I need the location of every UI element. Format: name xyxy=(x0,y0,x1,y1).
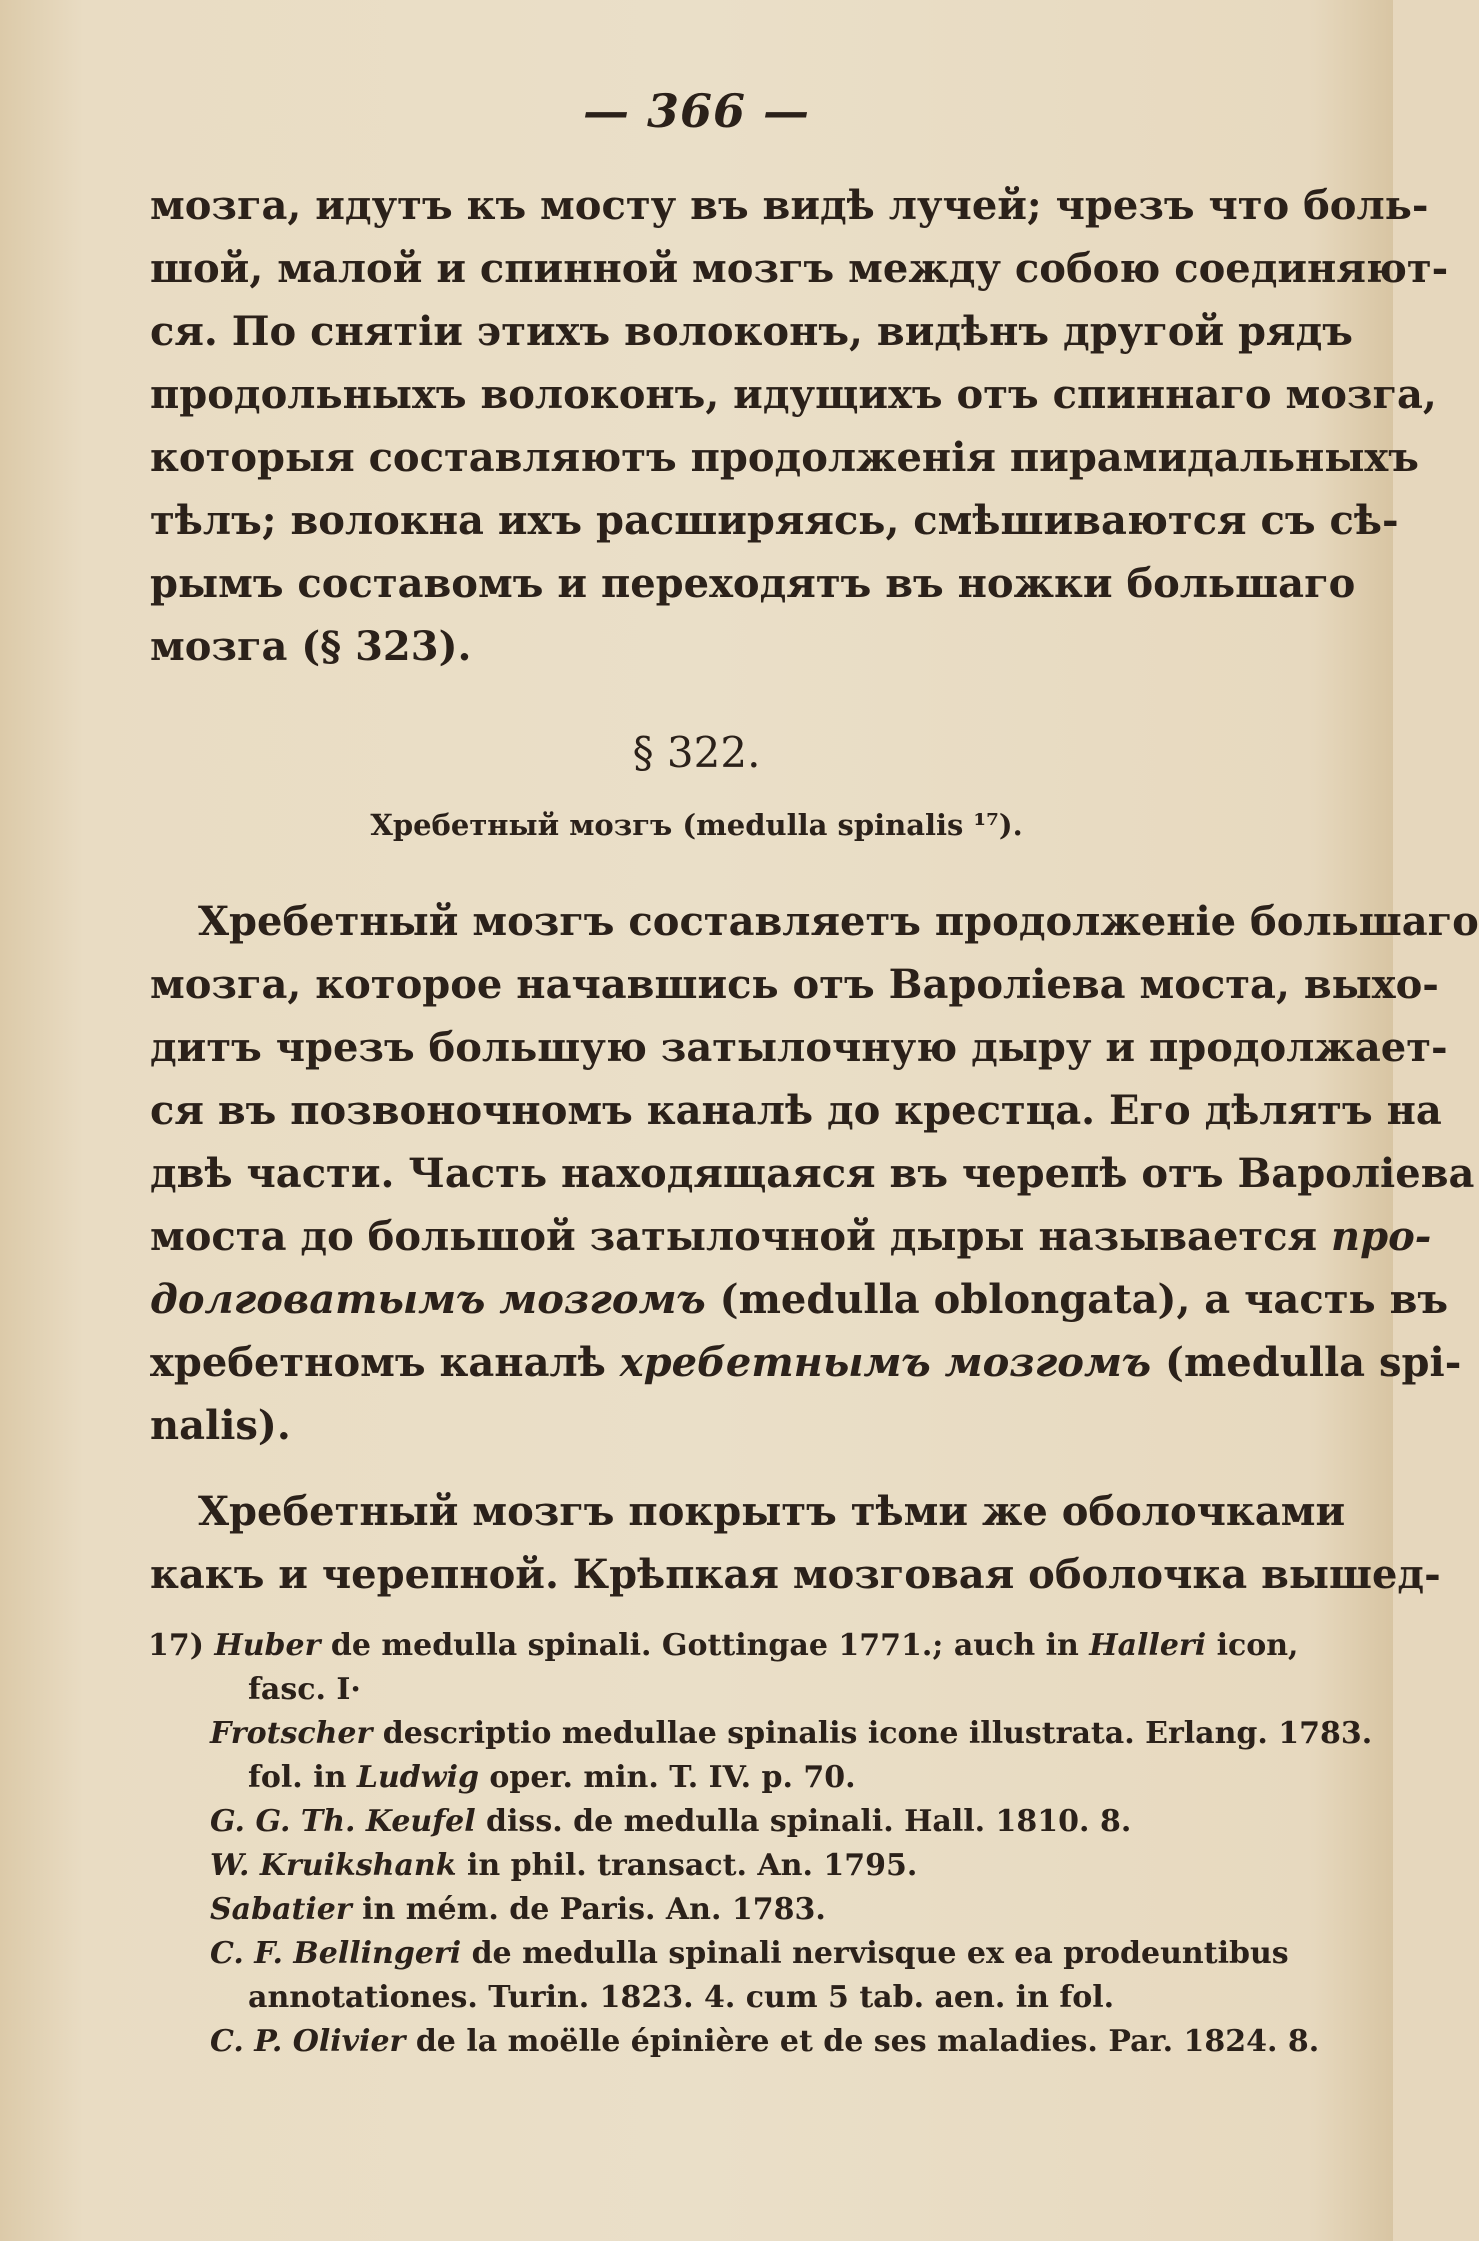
section-title: Хребетный мозгъ (medulla spinalis ¹⁷). xyxy=(370,808,1023,842)
paragraph-continued xyxy=(150,174,1449,678)
footnote-line: fasc. I· xyxy=(248,1672,361,1707)
text-line: продольныхъ волоконъ, идущихъ отъ спиннаго мозга, xyxy=(150,371,1437,418)
text-line: ся. По снятіи этихъ волоконъ, видѣнъ другой рядъ xyxy=(150,308,1353,355)
text-run: icon, xyxy=(1206,1628,1299,1663)
author-name: C. P. Olivier xyxy=(210,2024,406,2059)
text-run: oper. min. T. IV. p. 70. xyxy=(478,1760,856,1795)
text-run: descriptio medullae spinalis icone illustrata. Erlang. 1783. xyxy=(372,1716,1373,1751)
section-number: § 322. xyxy=(632,728,761,777)
text-line: Хребетный мозгъ покрытъ тѣми же оболочками xyxy=(198,1488,1346,1535)
author-name: Sabatier xyxy=(210,1892,352,1927)
paragraph-spinal-cord xyxy=(150,890,1479,1457)
footnote-number: 17) xyxy=(148,1628,215,1663)
footnote-line xyxy=(148,1624,1318,1668)
text-run: fol. in xyxy=(248,1760,357,1795)
italic-term: про- xyxy=(1331,1213,1432,1260)
text-line: мозга, идутъ къ мосту въ видѣ лучей; чрезъ что боль- xyxy=(150,182,1429,229)
text-line: мозга (§ 323). xyxy=(150,623,472,670)
text-line: какъ и черепной. Крѣпкая мозговая оболочка вышед- xyxy=(150,1551,1441,1598)
text-line: Хребетный мозгъ составляетъ продолженіе большаго xyxy=(198,898,1479,945)
text-line: мозга, которое начавшись отъ Вароліева моста, выхо- xyxy=(150,961,1439,1008)
paragraph-membranes xyxy=(150,1480,1441,1606)
author-name: Halleri xyxy=(1089,1628,1207,1663)
text-run: in mém. de Paris. An. 1783. xyxy=(351,1892,826,1927)
footnote-line xyxy=(148,1888,1318,1932)
text-line: рымъ составомъ и переходятъ въ ножки большаго xyxy=(150,560,1356,607)
text-run: de medulla spinali. Gottingae 1771.; auch in xyxy=(320,1628,1090,1663)
footnote-line xyxy=(148,1932,1318,1976)
text-run: de la moëlle épinière et de ses maladies. Par. 1824. 8. xyxy=(405,2024,1320,2059)
author-name: G. G. Th. Keufel xyxy=(210,1804,476,1839)
text-run: хребетномъ каналѣ xyxy=(150,1339,620,1386)
footnote-line: annotationes. Turin. 1823. 4. cum 5 tab. aen. in fol. xyxy=(248,1980,1115,2015)
footnote-line xyxy=(148,1712,1373,1756)
text-line xyxy=(150,1331,1462,1394)
page-number: — 366 — xyxy=(582,84,811,138)
text-line: двѣ части. Часть находящаяся въ черепѣ отъ Вароліева xyxy=(150,1150,1475,1197)
text-run: de medulla spinali nervisque ex ea prodeuntibus xyxy=(461,1936,1289,1971)
text-run: (medulla spi- xyxy=(1151,1339,1462,1386)
footnote-line xyxy=(148,1800,1318,1844)
italic-term: долговатымъ мозгомъ xyxy=(150,1276,706,1323)
text-run: in phil. transact. An. 1795. xyxy=(456,1848,918,1883)
text-run: моста до большой затылочной дыры называется xyxy=(150,1213,1332,1260)
text-line: дитъ чрезъ большую затылочную дыру и продолжает- xyxy=(150,1024,1448,1071)
text-run: diss. de medulla spinali. Hall. 1810. 8. xyxy=(475,1804,1132,1839)
italic-term: хребетнымъ мозгомъ xyxy=(619,1339,1152,1386)
footnotes xyxy=(148,1624,1373,2064)
text-line: nalis). xyxy=(150,1402,291,1449)
author-name: W. Kruikshank xyxy=(210,1848,457,1883)
author-name: Ludwig xyxy=(356,1760,479,1795)
author-name: Huber xyxy=(214,1628,321,1663)
text-line: которыя составляютъ продолженія пирамидальныхъ xyxy=(150,434,1419,481)
footnote-line xyxy=(148,2020,1318,2064)
text-line: шой, малой и спинной мозгъ между собою соединяют- xyxy=(150,245,1449,292)
footnote-line xyxy=(148,1844,1318,1888)
footnote-line xyxy=(148,1756,1318,1800)
text-run: (medulla oblongata), а часть въ xyxy=(705,1276,1449,1323)
text-line xyxy=(150,1205,1432,1268)
author-name: C. F. Bellingeri xyxy=(210,1936,462,1971)
text-line: ся въ позвоночномъ каналѣ до крестца. Его дѣлятъ на xyxy=(150,1087,1442,1134)
author-name: Frotscher xyxy=(210,1716,373,1751)
text-line: тѣлъ; волокна ихъ расширяясь, смѣшиваются съ сѣ- xyxy=(150,497,1399,544)
text-line xyxy=(150,1268,1449,1331)
